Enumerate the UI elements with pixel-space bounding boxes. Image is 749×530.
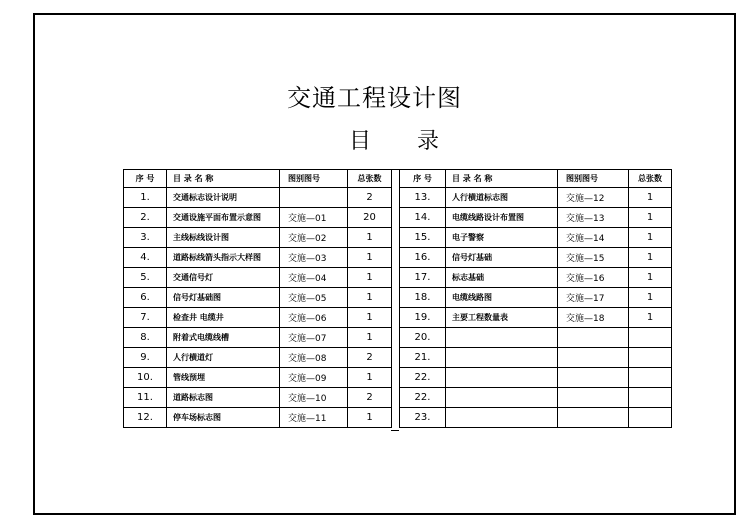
row-count: 1: [629, 308, 672, 328]
table-row: [124, 368, 392, 388]
row-name: 电子警察: [446, 228, 558, 248]
table-row: [124, 288, 392, 308]
row-count: 2: [348, 348, 392, 368]
row-name: 电缆线路设计布置图: [446, 208, 558, 228]
row-number: 23.: [400, 408, 446, 428]
row-count: 1: [348, 408, 392, 428]
row-number: 4.: [124, 248, 167, 268]
row-name: 标志基础: [446, 268, 558, 288]
row-number: 19.: [400, 308, 446, 328]
row-drawing-no: [558, 348, 629, 368]
table-row: [124, 248, 392, 268]
header-no: 序 号: [400, 170, 446, 188]
table-row: [400, 388, 672, 408]
row-name: 主要工程数量表: [446, 308, 558, 328]
row-count: 1: [348, 308, 392, 328]
header-drawing-no: 图别图号: [280, 170, 348, 188]
header-count: 总张数: [348, 170, 392, 188]
header-name: 目 录 名 称: [167, 170, 280, 188]
row-drawing-no: [558, 388, 629, 408]
row-count: [629, 368, 672, 388]
row-number: 21.: [400, 348, 446, 368]
page-title: 交通工程设计图: [287, 84, 462, 112]
table-row: [400, 308, 672, 328]
row-number: 16.: [400, 248, 446, 268]
row-name: 人行横道灯: [167, 348, 280, 368]
row-name: 交通信号灯: [167, 268, 280, 288]
row-number: 6.: [124, 288, 167, 308]
table-row: [124, 228, 392, 248]
table-row: [400, 208, 672, 228]
row-number: 9.: [124, 348, 167, 368]
row-count: 1: [348, 268, 392, 288]
row-drawing-no: 交施—06: [280, 308, 348, 328]
row-drawing-no: [558, 368, 629, 388]
table-row: [400, 348, 672, 368]
row-name: [446, 388, 558, 408]
row-count: [629, 388, 672, 408]
row-number: 17.: [400, 268, 446, 288]
table-row: [124, 348, 392, 368]
row-number: 20.: [400, 328, 446, 348]
row-drawing-no: 交施—01: [280, 208, 348, 228]
row-drawing-no: 交施—12: [558, 188, 629, 208]
row-drawing-no: 交施—09: [280, 368, 348, 388]
page-subtitle: [349, 124, 439, 155]
table-row: [400, 188, 672, 208]
table-row: [124, 268, 392, 288]
table-row: [400, 368, 672, 388]
row-name: 停车场标志图: [167, 408, 280, 428]
row-drawing-no: 交施—07: [280, 328, 348, 348]
row-drawing-no: 交施—03: [280, 248, 348, 268]
table-row: [124, 208, 392, 228]
row-name: 信号灯基础图: [167, 288, 280, 308]
row-name: [446, 408, 558, 428]
row-number: 11.: [124, 388, 167, 408]
row-count: 2: [348, 188, 392, 208]
row-count: 1: [629, 208, 672, 228]
row-name: 信号灯基础: [446, 248, 558, 268]
table-gap: [391, 169, 399, 431]
row-count: 1: [629, 228, 672, 248]
subtitle-char-2: 录: [416, 129, 439, 154]
row-drawing-no: 交施—02: [280, 228, 348, 248]
row-name: 管线预埋: [167, 368, 280, 388]
row-name: 道路标线箭头指示大样图: [167, 248, 280, 268]
row-drawing-no: 交施—16: [558, 268, 629, 288]
row-count: 2: [348, 388, 392, 408]
row-name: [446, 328, 558, 348]
header-drawing-no: 图别图号: [558, 170, 629, 188]
row-name: 交通设施平面布置示意图: [167, 208, 280, 228]
header-name: 目 录 名 称: [446, 170, 558, 188]
row-number: 18.: [400, 288, 446, 308]
row-drawing-no: [558, 328, 629, 348]
row-drawing-no: 交施—04: [280, 268, 348, 288]
row-number: 1.: [124, 188, 167, 208]
row-count: 1: [348, 328, 392, 348]
row-name: [446, 348, 558, 368]
row-name: 附着式电缆线槽: [167, 328, 280, 348]
row-count: [629, 408, 672, 428]
table-row: [400, 288, 672, 308]
row-number: 14.: [400, 208, 446, 228]
subtitle-char-1: 目: [349, 129, 372, 154]
row-name: 电缆线路图: [446, 288, 558, 308]
table-row: [400, 328, 672, 348]
row-count: 1: [348, 288, 392, 308]
header-no: 序 号: [124, 170, 167, 188]
row-name: [446, 368, 558, 388]
row-count: [629, 328, 672, 348]
row-count: 1: [629, 248, 672, 268]
row-number: 7.: [124, 308, 167, 328]
row-number: 22.: [400, 388, 446, 408]
row-count: 1: [629, 288, 672, 308]
row-number: 13.: [400, 188, 446, 208]
row-name: 道路标志图: [167, 388, 280, 408]
table-row: [400, 248, 672, 268]
row-count: 1: [629, 268, 672, 288]
header-count: 总张数: [629, 170, 672, 188]
row-drawing-no: [558, 408, 629, 428]
row-count: 1: [348, 228, 392, 248]
row-count: [629, 348, 672, 368]
catalog-table-right: [399, 169, 672, 428]
row-drawing-no: 交施—15: [558, 248, 629, 268]
row-count: 1: [348, 248, 392, 268]
row-name: 主线标线设计图: [167, 228, 280, 248]
table-header-row: [400, 170, 672, 188]
table-row: [124, 308, 392, 328]
table-row: [124, 388, 392, 408]
table-row: [400, 228, 672, 248]
row-number: 3.: [124, 228, 167, 248]
row-drawing-no: 交施—10: [280, 388, 348, 408]
row-name: 检查井 电缆井: [167, 308, 280, 328]
row-drawing-no: [280, 188, 348, 208]
row-count: 1: [629, 188, 672, 208]
catalog-table-left: [123, 169, 392, 428]
row-drawing-no: 交施—17: [558, 288, 629, 308]
table-row: [400, 268, 672, 288]
table-row: [400, 408, 672, 428]
table-row: [124, 328, 392, 348]
row-drawing-no: 交施—08: [280, 348, 348, 368]
row-number: 5.: [124, 268, 167, 288]
table-row: [124, 408, 392, 428]
row-number: 8.: [124, 328, 167, 348]
row-number: 15.: [400, 228, 446, 248]
row-count: 20: [348, 208, 392, 228]
row-name: 交通标志设计说明: [167, 188, 280, 208]
row-number: 2.: [124, 208, 167, 228]
row-drawing-no: 交施—05: [280, 288, 348, 308]
row-number: 12.: [124, 408, 167, 428]
row-drawing-no: 交施—18: [558, 308, 629, 328]
table-row: [124, 188, 392, 208]
row-number: 22.: [400, 368, 446, 388]
row-name: 人行横道标志图: [446, 188, 558, 208]
table-header-row: [124, 170, 392, 188]
row-count: 1: [348, 368, 392, 388]
row-number: 10.: [124, 368, 167, 388]
row-drawing-no: 交施—13: [558, 208, 629, 228]
row-drawing-no: 交施—14: [558, 228, 629, 248]
row-drawing-no: 交施—11: [280, 408, 348, 428]
